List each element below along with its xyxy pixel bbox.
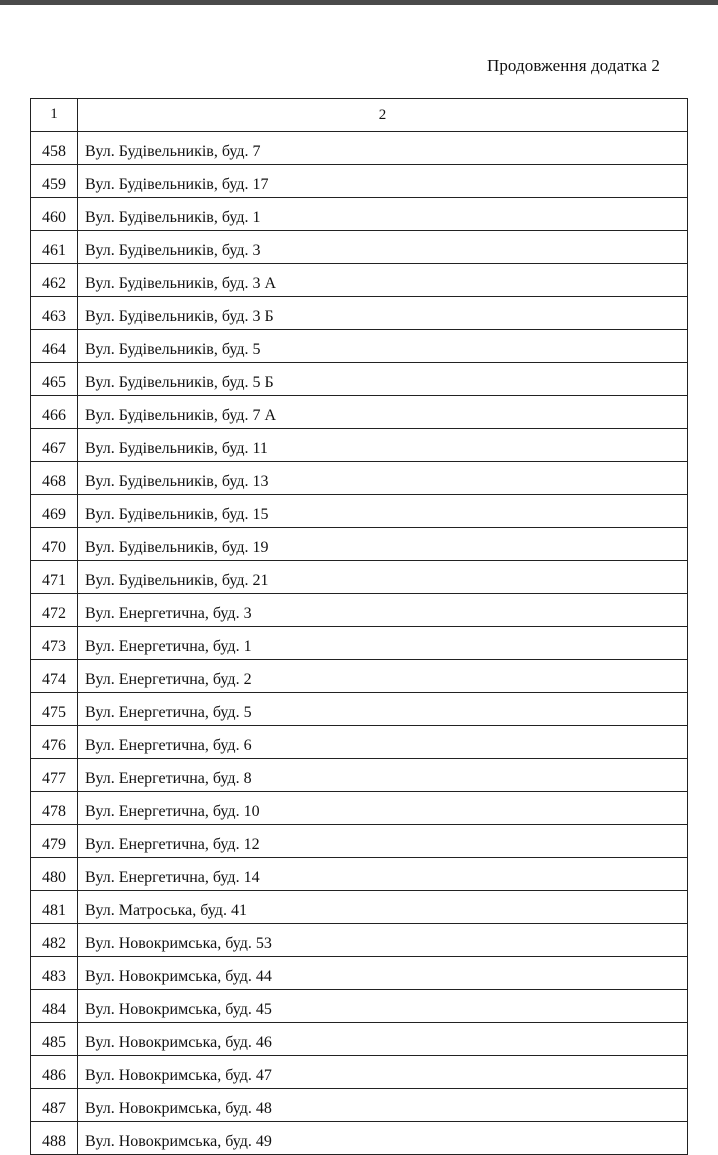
table-row [31, 1023, 688, 1056]
row-number: 461 [31, 231, 78, 264]
table-row [31, 726, 688, 759]
table-row [31, 495, 688, 528]
viewer-top-bar [0, 0, 718, 5]
row-number: 462 [31, 264, 78, 297]
address-table [30, 98, 688, 1155]
row-number: 473 [31, 627, 78, 660]
column-header-address: 2 [78, 99, 688, 132]
row-address: Вул. Новокримська, буд. 53 [78, 924, 688, 957]
row-address: Вул. Енергетична, буд. 8 [78, 759, 688, 792]
row-number: 474 [31, 660, 78, 693]
table-row [31, 858, 688, 891]
table-row [31, 528, 688, 561]
table-row [31, 132, 688, 165]
table-row [31, 759, 688, 792]
row-address: Вул. Енергетична, буд. 10 [78, 792, 688, 825]
row-number: 466 [31, 396, 78, 429]
row-number: 480 [31, 858, 78, 891]
row-number: 481 [31, 891, 78, 924]
table-row [31, 165, 688, 198]
row-number: 464 [31, 330, 78, 363]
row-number: 467 [31, 429, 78, 462]
table-row [31, 594, 688, 627]
row-number: 458 [31, 132, 78, 165]
row-number: 459 [31, 165, 78, 198]
row-address: Вул. Новокримська, буд. 45 [78, 990, 688, 1023]
row-number: 488 [31, 1122, 78, 1155]
table-row [31, 429, 688, 462]
row-address: Вул. Будівельників, буд. 13 [78, 462, 688, 495]
table-row [31, 231, 688, 264]
row-address: Вул. Будівельників, буд. 3 А [78, 264, 688, 297]
table-row [31, 264, 688, 297]
table-row [31, 1089, 688, 1122]
row-address: Вул. Енергетична, буд. 2 [78, 660, 688, 693]
row-number: 463 [31, 297, 78, 330]
table-row [31, 330, 688, 363]
table-row [31, 1056, 688, 1089]
table-row [31, 660, 688, 693]
table-row [31, 198, 688, 231]
row-number: 468 [31, 462, 78, 495]
row-address: Вул. Енергетична, буд. 3 [78, 594, 688, 627]
row-address: Вул. Будівельників, буд. 7 [78, 132, 688, 165]
row-number: 465 [31, 363, 78, 396]
table-row [31, 627, 688, 660]
table-row [31, 693, 688, 726]
row-address: Вул. Новокримська, буд. 48 [78, 1089, 688, 1122]
row-address: Вул. Енергетична, буд. 12 [78, 825, 688, 858]
table-header-row [31, 99, 688, 132]
row-number: 477 [31, 759, 78, 792]
row-number: 487 [31, 1089, 78, 1122]
row-address: Вул. Будівельників, буд. 19 [78, 528, 688, 561]
row-address: Вул. Будівельників, буд. 3 [78, 231, 688, 264]
row-address: Вул. Новокримська, буд. 47 [78, 1056, 688, 1089]
row-address: Вул. Будівельників, буд. 21 [78, 561, 688, 594]
row-address: Вул. Новокримська, буд. 49 [78, 1122, 688, 1155]
row-address: Вул. Будівельників, буд. 11 [78, 429, 688, 462]
row-number: 479 [31, 825, 78, 858]
row-address: Вул. Будівельників, буд. 3 Б [78, 297, 688, 330]
row-number: 469 [31, 495, 78, 528]
row-address: Вул. Матроська, буд. 41 [78, 891, 688, 924]
column-header-number: 1 [31, 99, 78, 132]
row-address: Вул. Новокримська, буд. 46 [78, 1023, 688, 1056]
table-row [31, 396, 688, 429]
row-number: 478 [31, 792, 78, 825]
row-number: 486 [31, 1056, 78, 1089]
row-address: Вул. Енергетична, буд. 14 [78, 858, 688, 891]
row-number: 460 [31, 198, 78, 231]
row-address: Вул. Будівельників, буд. 1 [78, 198, 688, 231]
table-row [31, 825, 688, 858]
table-row [31, 363, 688, 396]
row-address: Вул. Енергетична, буд. 5 [78, 693, 688, 726]
row-number: 485 [31, 1023, 78, 1056]
table-row [31, 957, 688, 990]
row-number: 475 [31, 693, 78, 726]
table-row [31, 891, 688, 924]
row-number: 482 [31, 924, 78, 957]
row-address: Вул. Будівельників, буд. 5 Б [78, 363, 688, 396]
row-number: 483 [31, 957, 78, 990]
row-address: Вул. Енергетична, буд. 1 [78, 627, 688, 660]
continuation-heading: Продовження додатка 2 [486, 56, 660, 75]
row-address: Вул. Будівельників, буд. 17 [78, 165, 688, 198]
table-row [31, 924, 688, 957]
row-address: Вул. Будівельників, буд. 15 [78, 495, 688, 528]
table-row [31, 990, 688, 1023]
table-row [31, 561, 688, 594]
row-number: 476 [31, 726, 78, 759]
row-address: Вул. Будівельників, буд. 5 [78, 330, 688, 363]
row-address: Вул. Енергетична, буд. 6 [78, 726, 688, 759]
table-row [31, 297, 688, 330]
row-number: 472 [31, 594, 78, 627]
row-number: 484 [31, 990, 78, 1023]
table-row [31, 1122, 688, 1155]
row-number: 471 [31, 561, 78, 594]
row-number: 470 [31, 528, 78, 561]
table-row [31, 792, 688, 825]
row-address: Вул. Новокримська, буд. 44 [78, 957, 688, 990]
table-row [31, 462, 688, 495]
row-address: Вул. Будівельників, буд. 7 А [78, 396, 688, 429]
